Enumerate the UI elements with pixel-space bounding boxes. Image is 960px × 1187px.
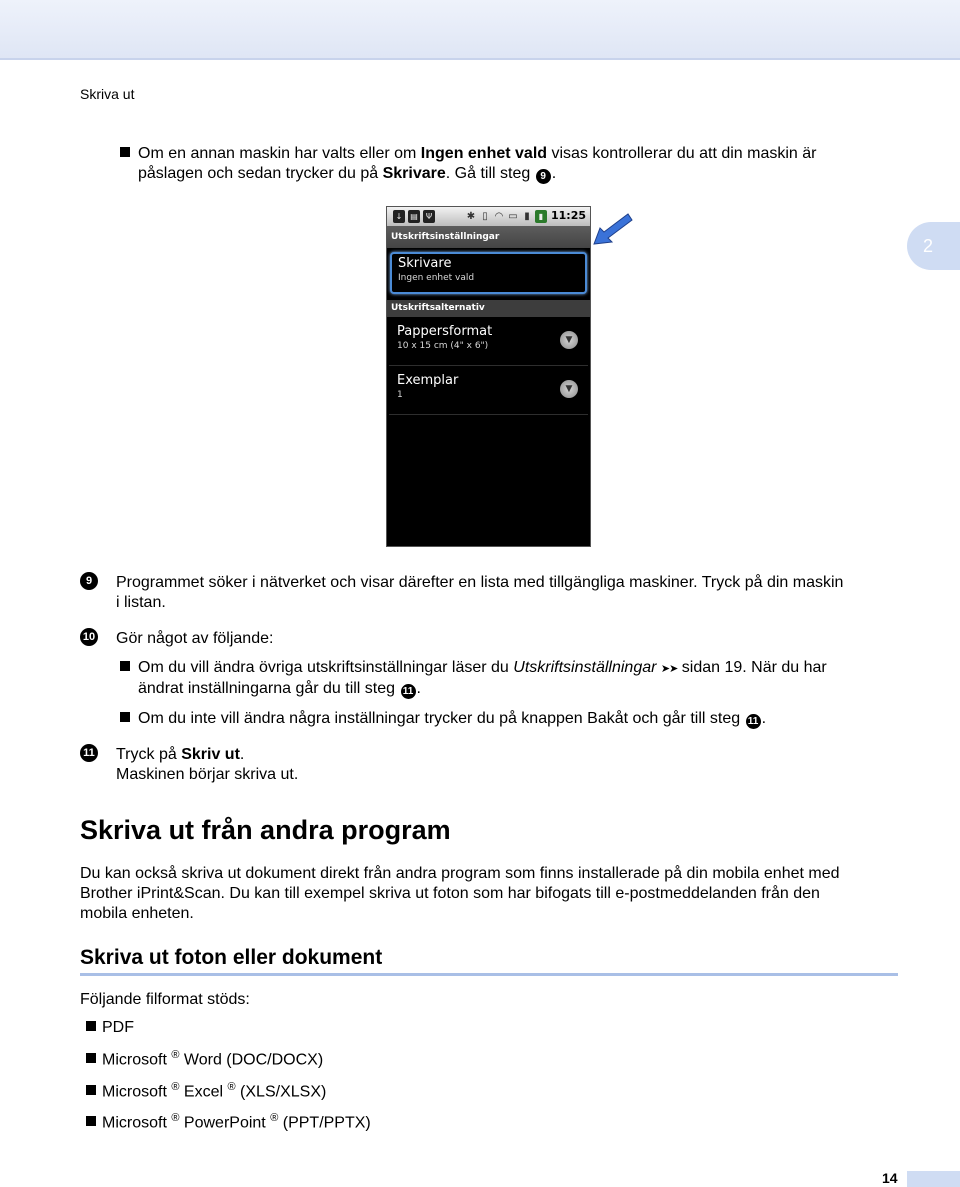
bullet-square <box>120 661 130 671</box>
text: (PPT/PPTX) <box>278 1114 371 1132</box>
registered-mark: ® <box>171 1112 180 1124</box>
option-copies[interactable] <box>387 366 590 414</box>
step-11-text <box>116 745 298 785</box>
divider <box>389 414 588 415</box>
text: . <box>551 165 557 182</box>
phone-icon: ▯ <box>482 211 488 222</box>
bold-text: Skriv ut <box>181 746 240 763</box>
running-head: Skriva ut <box>80 86 135 102</box>
option-label: Exemplar <box>397 373 459 388</box>
printer-value: Ingen enhet vald <box>398 273 475 283</box>
step-number: 9 <box>80 572 98 590</box>
list-item <box>86 1112 371 1132</box>
wifi-icon: ◠ <box>494 211 504 222</box>
text: Word (DOC/DOCX) <box>179 1051 324 1069</box>
step-9-text <box>116 573 906 613</box>
chevron-down-icon[interactable]: ▼ <box>560 380 578 398</box>
step-10-text: Gör något av följande: <box>116 630 274 647</box>
chapter-tab: 2 <box>907 222 960 270</box>
option-label: Pappersformat <box>397 324 493 339</box>
text: PDF <box>102 1019 134 1036</box>
subsection-heading: Skriva ut foton eller dokument <box>80 946 383 969</box>
bullet-square <box>86 1085 96 1095</box>
step-number: 10 <box>80 628 98 646</box>
double-arrow-icon: ➤➤ <box>660 663 678 675</box>
step-ref-badge: 11 <box>746 714 761 729</box>
heading-rule <box>80 973 898 976</box>
screen-title: Utskriftsinställningar <box>387 226 590 248</box>
text: Maskinen börjar skriva ut. <box>116 766 299 783</box>
text: (XLS/XLSX) <box>235 1083 327 1101</box>
text: mobila enheten. <box>80 905 194 922</box>
signal-icon: ▮ <box>524 211 530 222</box>
section-header: Utskriftsalternativ <box>387 300 590 317</box>
intro-bullet <box>120 144 900 184</box>
page-number: 14 <box>882 1170 898 1186</box>
clock: 11:25 <box>550 209 586 222</box>
usb-icon: Ψ <box>423 210 435 223</box>
status-bar <box>387 207 590 226</box>
body-paragraph <box>80 864 910 924</box>
text: i listan. <box>116 594 166 611</box>
text: ändrat inställningarna går du till steg <box>138 680 400 697</box>
bluetooth-icon: ✱ <box>466 211 476 222</box>
text: Om du vill ändra övriga utskriftsinställningar läser du <box>138 659 514 676</box>
text: sidan 19. När du har <box>677 659 827 676</box>
registered-mark: ® <box>171 1049 180 1061</box>
step-ref-badge: 9 <box>536 169 551 184</box>
pointer-arrow-icon <box>592 212 634 246</box>
page-tab <box>907 1171 960 1187</box>
text: Microsoft <box>102 1114 167 1132</box>
text: Du kan också skriva ut dokument direkt från andra program som finns installerade på din mobila enhet med <box>80 865 840 882</box>
bullet-square <box>86 1021 96 1031</box>
bullet-square <box>86 1053 96 1063</box>
text: . <box>761 710 767 727</box>
text: . <box>239 746 245 763</box>
text: . <box>416 680 421 697</box>
battery-icon: ▮ <box>535 210 547 223</box>
printer-icon: ▤ <box>408 210 420 223</box>
italic-text: Utskriftsinställningar <box>513 659 657 676</box>
text: visas kontrollerar du att din maskin är <box>547 145 817 162</box>
bold-text: Ingen enhet vald <box>420 145 548 162</box>
formats-intro: Följande filformat stöds: <box>80 991 250 1008</box>
text: påslagen och sedan trycker du på <box>138 165 383 182</box>
text: Microsoft <box>102 1083 167 1101</box>
bold-text: Skrivare <box>382 165 446 182</box>
text: PowerPoint <box>179 1114 266 1132</box>
phone-screenshot <box>386 206 591 547</box>
bullet-square <box>86 1116 96 1126</box>
bullet-square <box>120 147 130 157</box>
registered-mark: ® <box>227 1081 236 1093</box>
download-icon: ↓ <box>393 210 405 223</box>
list-item <box>86 1049 323 1069</box>
text: Om du inte vill ändra några inställningar trycker du på knappen Bakåt och går till steg <box>138 710 745 727</box>
bullet-square <box>120 712 130 722</box>
text: Microsoft <box>102 1051 167 1069</box>
text: Brother iPrint&Scan. Du kan till exempel skriva ut foton som har bifogats till e-postmeddelanden från den <box>80 885 820 902</box>
text: . Gå till steg <box>445 165 535 182</box>
list-item <box>86 1019 134 1037</box>
text: Tryck på <box>116 746 182 763</box>
printer-selector[interactable] <box>390 252 587 294</box>
step-10-bullet-1 <box>120 658 900 699</box>
option-paper-size[interactable] <box>387 317 590 365</box>
text: Om en annan maskin har valts eller om <box>138 145 421 162</box>
text: Programmet söker i nätverket och visar därefter en lista med tillgängliga maskiner. Tryck på din maskin <box>116 574 844 591</box>
step-number: 11 <box>80 744 98 762</box>
chevron-down-icon[interactable]: ▼ <box>560 331 578 349</box>
printer-label: Skrivare <box>398 256 452 271</box>
step-ref-badge: 11 <box>401 684 416 699</box>
text: Excel <box>179 1083 224 1101</box>
section-heading: Skriva ut från andra program <box>80 815 451 845</box>
vibrate-icon: ▭ <box>508 211 518 222</box>
registered-mark: ® <box>171 1081 180 1093</box>
registered-mark: ® <box>270 1112 279 1124</box>
step-10-bullet-2 <box>120 709 910 729</box>
header-band <box>0 0 960 60</box>
option-value: 10 x 15 cm (4" x 6") <box>397 341 489 351</box>
list-item <box>86 1081 326 1101</box>
option-value: 1 <box>397 390 403 400</box>
